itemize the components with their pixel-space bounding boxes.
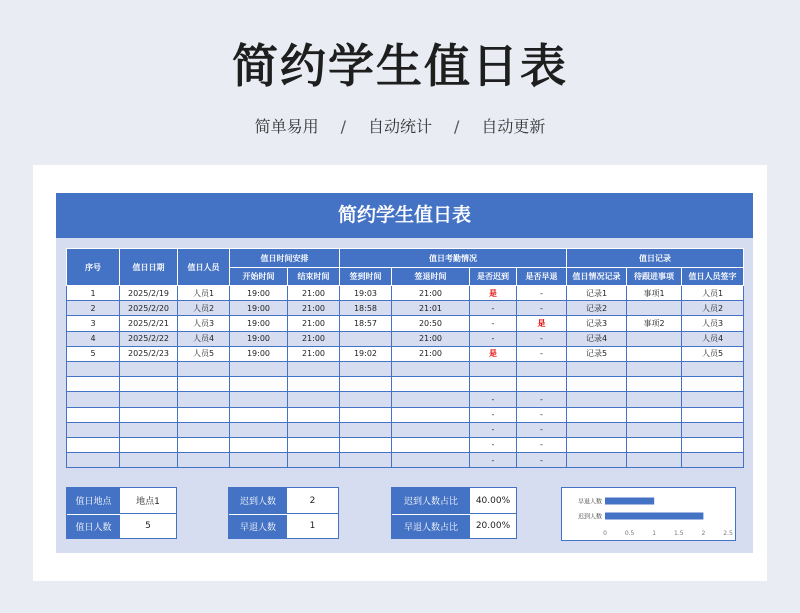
early-ratio-value[interactable]: 20.00%: [470, 514, 516, 538]
cell-record[interactable]: [567, 407, 627, 422]
cell-checkout[interactable]: 20:50: [392, 316, 470, 331]
cell-late[interactable]: -: [470, 316, 517, 331]
cell-late[interactable]: [470, 361, 517, 376]
cell-checkin[interactable]: 19:02: [340, 346, 392, 361]
cell-end[interactable]: [288, 407, 340, 422]
subtitle-separator: /: [454, 117, 460, 136]
cell-seq[interactable]: [67, 361, 120, 376]
cell-late[interactable]: 是: [470, 286, 517, 301]
cell-checkin[interactable]: [340, 453, 392, 468]
cell-late[interactable]: -: [470, 331, 517, 346]
cell-early[interactable]: [517, 361, 567, 376]
chart-tick-label: 0.5: [624, 530, 635, 537]
cell-checkin[interactable]: [340, 361, 392, 376]
table-row: [67, 346, 744, 361]
header-end: 结束时间: [288, 268, 340, 286]
late-count-label: 迟到人数: [229, 488, 287, 513]
cell-record[interactable]: [567, 377, 627, 392]
cell-seq[interactable]: 2: [67, 301, 120, 316]
early-ratio-label: 早退人数占比: [392, 514, 470, 538]
cell-start[interactable]: [230, 437, 288, 452]
cell-date[interactable]: [120, 407, 178, 422]
cell-start[interactable]: 19:00: [230, 316, 288, 331]
subtitle-item: 自动统计: [367, 117, 432, 136]
header-time-group: 值日时间安排: [230, 249, 340, 268]
cell-sign[interactable]: [682, 392, 744, 407]
cell-sign[interactable]: 人员2: [682, 301, 744, 316]
cell-person[interactable]: [178, 392, 230, 407]
chart-tick-label: 1.5: [674, 530, 684, 537]
cell-record[interactable]: 记录1: [567, 286, 627, 301]
cell-early[interactable]: [517, 377, 567, 392]
cell-early[interactable]: -: [517, 392, 567, 407]
cell-sign[interactable]: [682, 361, 744, 376]
page-subtitle: [0, 114, 800, 137]
cell-record[interactable]: [567, 361, 627, 376]
cell-date[interactable]: [120, 392, 178, 407]
location-value[interactable]: 地点1: [120, 488, 176, 513]
cell-person[interactable]: [178, 361, 230, 376]
cell-checkout[interactable]: [392, 392, 470, 407]
subtitle-item: 自动更新: [481, 117, 546, 136]
cell-early[interactable]: -: [517, 301, 567, 316]
cell-todo[interactable]: 事项1: [627, 286, 682, 301]
subtitle-separator: /: [340, 117, 346, 136]
cell-end[interactable]: 21:00: [288, 346, 340, 361]
late-count-value[interactable]: 2: [287, 488, 338, 513]
cell-checkout[interactable]: 21:00: [392, 346, 470, 361]
header-early: 是否早退: [517, 268, 567, 286]
header-late: 是否迟到: [470, 268, 517, 286]
cell-start[interactable]: [230, 407, 288, 422]
cell-end[interactable]: [288, 361, 340, 376]
cell-late[interactable]: -: [470, 301, 517, 316]
cell-record[interactable]: [567, 453, 627, 468]
cell-checkin[interactable]: [340, 392, 392, 407]
cell-late[interactable]: -: [470, 392, 517, 407]
cell-start[interactable]: [230, 453, 288, 468]
chart-tick-label: 0: [603, 530, 607, 537]
cell-checkout[interactable]: 21:01: [392, 301, 470, 316]
cell-todo[interactable]: [627, 377, 682, 392]
cell-late[interactable]: [470, 377, 517, 392]
cell-start[interactable]: 19:00: [230, 331, 288, 346]
cell-checkout[interactable]: [392, 407, 470, 422]
chart-category-label: 早退人数: [577, 498, 602, 506]
cell-todo[interactable]: [627, 453, 682, 468]
cell-todo[interactable]: [627, 437, 682, 452]
chart-bar: [605, 498, 654, 505]
cell-person[interactable]: 人员3: [178, 316, 230, 331]
cell-person[interactable]: [178, 407, 230, 422]
cell-record[interactable]: [567, 392, 627, 407]
cell-person[interactable]: [178, 377, 230, 392]
table-body: [67, 286, 744, 468]
cell-seq[interactable]: 3: [67, 316, 120, 331]
cell-early[interactable]: -: [517, 286, 567, 301]
cell-late[interactable]: 是: [470, 346, 517, 361]
cell-checkin[interactable]: [340, 331, 392, 346]
cell-start[interactable]: 19:00: [230, 301, 288, 316]
cell-seq[interactable]: [67, 437, 120, 452]
duty-table: [66, 248, 744, 468]
cell-todo[interactable]: [627, 392, 682, 407]
cell-todo[interactable]: [627, 346, 682, 361]
early-count-label: 早退人数: [229, 514, 287, 538]
cell-early[interactable]: -: [517, 422, 567, 437]
cell-seq[interactable]: 1: [67, 286, 120, 301]
cell-record[interactable]: 记录5: [567, 346, 627, 361]
cell-sign[interactable]: [682, 453, 744, 468]
cell-sign[interactable]: [682, 377, 744, 392]
cell-end[interactable]: [288, 422, 340, 437]
header-sign: 值日人员签字: [682, 268, 744, 286]
cell-early[interactable]: -: [517, 346, 567, 361]
cell-end[interactable]: [288, 453, 340, 468]
cell-early[interactable]: -: [517, 331, 567, 346]
cell-early[interactable]: 是: [517, 316, 567, 331]
cell-seq[interactable]: 4: [67, 331, 120, 346]
cell-early[interactable]: -: [517, 453, 567, 468]
table-row: [67, 286, 744, 301]
cell-sign[interactable]: 人员1: [682, 286, 744, 301]
ratio-summary: [391, 487, 517, 539]
cell-record[interactable]: 记录2: [567, 301, 627, 316]
cell-sign[interactable]: [682, 407, 744, 422]
cell-checkout[interactable]: [392, 437, 470, 452]
table-row: [67, 316, 744, 331]
chart-category-label: 迟到人数: [577, 513, 602, 521]
cell-date[interactable]: [120, 361, 178, 376]
cell-start[interactable]: [230, 377, 288, 392]
header-todo: 待跟进事项: [627, 268, 682, 286]
cell-record[interactable]: [567, 437, 627, 452]
cell-checkin[interactable]: 18:57: [340, 316, 392, 331]
cell-person[interactable]: 人员4: [178, 331, 230, 346]
cell-seq[interactable]: [67, 392, 120, 407]
cell-late[interactable]: -: [470, 422, 517, 437]
cell-checkout[interactable]: [392, 361, 470, 376]
cell-date[interactable]: 2025/2/20: [120, 301, 178, 316]
cell-record[interactable]: 记录3: [567, 316, 627, 331]
header-date: 值日日期: [120, 249, 178, 286]
cell-todo[interactable]: 事项2: [627, 316, 682, 331]
cell-record[interactable]: 记录4: [567, 331, 627, 346]
cell-sign[interactable]: [682, 437, 744, 452]
cell-todo[interactable]: [627, 331, 682, 346]
cell-checkout[interactable]: 21:00: [392, 331, 470, 346]
table-row: [67, 301, 744, 316]
cell-todo[interactable]: [627, 361, 682, 376]
cell-sign[interactable]: 人员3: [682, 316, 744, 331]
header-start: 开始时间: [230, 268, 288, 286]
cell-checkout[interactable]: 21:00: [392, 286, 470, 301]
cell-end[interactable]: 21:00: [288, 286, 340, 301]
subtitle-item: 简单易用: [254, 117, 319, 136]
cell-checkin[interactable]: 18:58: [340, 301, 392, 316]
cell-early[interactable]: -: [517, 437, 567, 452]
cell-start[interactable]: 19:00: [230, 346, 288, 361]
table-row: [67, 407, 744, 422]
chart-tick-label: 2: [701, 530, 706, 537]
table-row: [67, 392, 744, 407]
header-seq: 序号: [67, 249, 120, 286]
cell-late[interactable]: -: [470, 453, 517, 468]
cell-sign[interactable]: [682, 422, 744, 437]
chart-tick-label: 1: [652, 530, 657, 537]
cell-late[interactable]: -: [470, 437, 517, 452]
attendance-bar-chart: [561, 487, 736, 541]
cell-end[interactable]: 21:00: [288, 316, 340, 331]
location-summary: [66, 487, 177, 539]
late-ratio-value[interactable]: 40.00%: [470, 488, 516, 513]
chart-svg: [562, 488, 735, 540]
cell-date[interactable]: [120, 437, 178, 452]
chart-bar: [605, 513, 703, 520]
cell-start[interactable]: [230, 392, 288, 407]
cell-checkin[interactable]: [340, 437, 392, 452]
header-record: 值日情况记录: [567, 268, 627, 286]
count-label: 值日人数: [67, 514, 120, 538]
table-row: [67, 377, 744, 392]
cell-end[interactable]: [288, 392, 340, 407]
sheet-title: 简约学生值日表: [56, 193, 753, 238]
cell-start[interactable]: [230, 361, 288, 376]
late-ratio-label: 迟到人数占比: [392, 488, 470, 513]
page-title: 简约学生值日表: [232, 39, 568, 93]
early-count-value[interactable]: 1: [287, 514, 338, 538]
header-checkout: 签退时间: [392, 268, 470, 286]
cell-person[interactable]: 人员5: [178, 346, 230, 361]
cell-seq[interactable]: [67, 422, 120, 437]
cell-seq[interactable]: [67, 453, 120, 468]
count-value[interactable]: 5: [120, 514, 176, 538]
header-attendance-group: 值日考勤情况: [340, 249, 567, 268]
chart-tick-label: 2.5: [723, 530, 733, 537]
cell-todo[interactable]: [627, 407, 682, 422]
preview-card: [33, 165, 767, 581]
cell-person[interactable]: 人员1: [178, 286, 230, 301]
table-row: [67, 453, 744, 468]
cell-person[interactable]: [178, 422, 230, 437]
cell-todo[interactable]: [627, 301, 682, 316]
cell-date[interactable]: [120, 422, 178, 437]
cell-end[interactable]: 21:00: [288, 301, 340, 316]
cell-checkin[interactable]: [340, 407, 392, 422]
cell-checkin[interactable]: [340, 422, 392, 437]
cell-start[interactable]: [230, 422, 288, 437]
table-row: [67, 361, 744, 376]
cell-late[interactable]: -: [470, 407, 517, 422]
cell-sign[interactable]: 人员5: [682, 346, 744, 361]
cell-record[interactable]: [567, 422, 627, 437]
cell-date[interactable]: [120, 377, 178, 392]
cell-seq[interactable]: 5: [67, 346, 120, 361]
cell-person[interactable]: [178, 437, 230, 452]
cell-early[interactable]: -: [517, 407, 567, 422]
cell-start[interactable]: 19:00: [230, 286, 288, 301]
cell-person[interactable]: 人员2: [178, 301, 230, 316]
cell-seq[interactable]: [67, 407, 120, 422]
cell-person[interactable]: [178, 453, 230, 468]
duty-sheet: [56, 193, 753, 553]
table-row: [67, 331, 744, 346]
cell-date[interactable]: 2025/2/22: [120, 331, 178, 346]
cell-date[interactable]: 2025/2/19: [120, 286, 178, 301]
cell-date[interactable]: 2025/2/23: [120, 346, 178, 361]
cell-end[interactable]: [288, 377, 340, 392]
cell-checkin[interactable]: [340, 377, 392, 392]
location-label: 值日地点: [67, 488, 120, 513]
table-row: [67, 422, 744, 437]
cell-seq[interactable]: [67, 377, 120, 392]
cell-checkout[interactable]: [392, 422, 470, 437]
header-record-group: 值日记录: [567, 249, 744, 268]
cell-date[interactable]: [120, 453, 178, 468]
header-checkin: 签到时间: [340, 268, 392, 286]
late-early-summary: [228, 487, 339, 539]
cell-end[interactable]: [288, 437, 340, 452]
cell-date[interactable]: 2025/2/21: [120, 316, 178, 331]
header-person: 值日人员: [178, 249, 230, 286]
cell-checkout[interactable]: [392, 377, 470, 392]
cell-sign[interactable]: 人员4: [682, 331, 744, 346]
cell-checkout[interactable]: [392, 453, 470, 468]
cell-end[interactable]: 21:00: [288, 331, 340, 346]
cell-checkin[interactable]: 19:03: [340, 286, 392, 301]
cell-todo[interactable]: [627, 422, 682, 437]
table-row: [67, 437, 744, 452]
